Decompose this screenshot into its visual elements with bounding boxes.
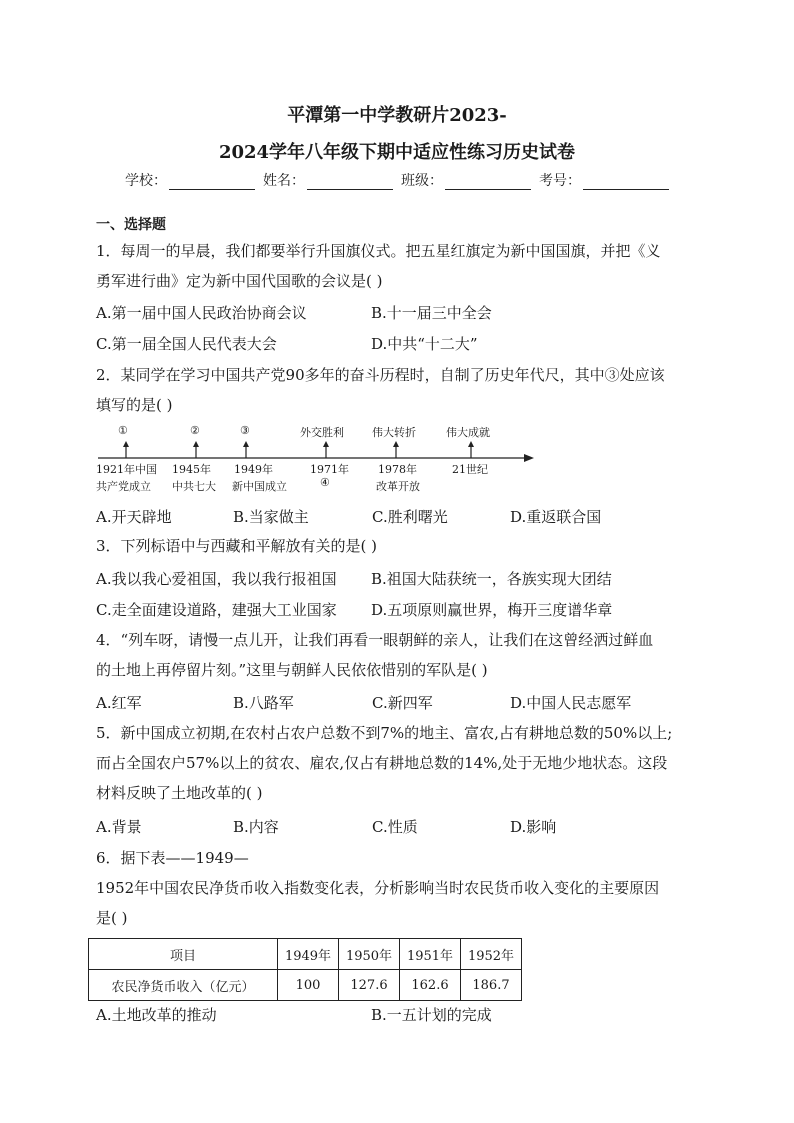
table-cell: 农民净货币收入（亿元） (89, 970, 278, 1001)
name-field[interactable] (263, 170, 393, 190)
timeline-top-label-1: ① (118, 424, 128, 437)
class-field[interactable] (401, 170, 531, 190)
timeline-tick-arrow-5 (393, 441, 399, 447)
timeline-tick-arrow-2 (193, 441, 199, 447)
timeline-top-label-6: 伟大成就 (446, 426, 490, 439)
timeline-tick-arrow-6 (468, 441, 474, 447)
q3-option-c[interactable]: C.走全面建设道路，建强大工业国家 (96, 601, 337, 619)
q4-text (96, 625, 706, 685)
timeline-event-3: 新中国成立 (232, 480, 287, 493)
exam-number-blank[interactable] (583, 175, 669, 190)
timeline-year-4: 1971年 (310, 463, 349, 476)
q6-option-a[interactable]: A.土地改革的推动 (96, 1006, 217, 1024)
table-header-cell: 1952年 (461, 939, 522, 970)
school-label: 学校： (125, 173, 167, 189)
table-header-cell: 项目 (89, 939, 278, 970)
q2-text (96, 360, 706, 420)
timeline-event-5: 改革开放 (376, 480, 420, 493)
school-field[interactable] (125, 170, 255, 190)
class-label: 班级： (401, 173, 443, 189)
timeline-year-1: 1921年中国 (96, 463, 157, 476)
q5-text (96, 718, 706, 808)
table-cell: 162.6 (400, 970, 461, 1001)
q5-line3: 材料反映了土地改革的( ) (96, 784, 263, 802)
exam-title-line2: 2024学年八年级下期中适应性练习历史试卷 (218, 142, 576, 163)
table-cell: 100 (278, 970, 339, 1001)
q5-line1: 5．新中国成立初期,在农村占农户总数不到7%的地主、富农,占有耕地总数的50%以上; (96, 724, 673, 742)
table-row (89, 970, 522, 1001)
q1-option-d[interactable]: D.中共“十二大” (371, 335, 478, 353)
table-cell: 186.7 (461, 970, 522, 1001)
q4-option-a[interactable]: A.红军 (96, 694, 142, 712)
q2-line2: 填写的是( ) (96, 396, 173, 414)
income-table (88, 938, 522, 1001)
timeline-year-6: 21世纪 (452, 463, 488, 476)
exam-number-field[interactable] (539, 170, 669, 190)
timeline-event-4: ④ (320, 476, 330, 489)
student-info-row (0, 170, 794, 190)
q5-option-c[interactable]: C.性质 (372, 818, 418, 836)
exam-number-label: 考号： (539, 173, 581, 189)
q2-option-d[interactable]: D.重返联合国 (510, 508, 602, 526)
q5-option-a[interactable]: A.背景 (96, 818, 142, 836)
q1-option-c[interactable]: C.第一届全国人民代表大会 (96, 335, 277, 353)
timeline-tick-arrow-4 (323, 441, 329, 447)
q1-option-b[interactable]: B.十一届三中全会 (371, 304, 492, 322)
q6-line3: 是( ) (96, 909, 128, 927)
table-header-cell: 1950年 (339, 939, 400, 970)
q3-option-b[interactable]: B.祖国大陆获统一，各族实现大团结 (371, 570, 612, 588)
timeline-year-3: 1949年 (234, 463, 273, 476)
q3-text (96, 531, 706, 561)
q1-text (96, 236, 706, 296)
section-title: 一、选择题 (96, 217, 166, 233)
timeline-top-label-2: ② (190, 424, 200, 437)
timeline-year-2: 1945年 (172, 463, 211, 476)
q2-option-c[interactable]: C.胜利曙光 (372, 508, 448, 526)
history-timeline (96, 420, 546, 500)
q4-option-c[interactable]: C.新四军 (372, 694, 433, 712)
timeline-event-1: 共产党成立 (96, 480, 151, 493)
timeline-year-5: 1978年 (378, 463, 417, 476)
name-blank[interactable] (307, 175, 393, 190)
q6-text (96, 843, 706, 933)
timeline-tick-arrow-3 (243, 441, 249, 447)
table-header-cell: 1949年 (278, 939, 339, 970)
q6-option-b[interactable]: B.一五计划的完成 (371, 1006, 492, 1024)
table-cell: 127.6 (339, 970, 400, 1001)
q6-line1: 6．据下表——1949— (96, 849, 249, 867)
q5-line2: 而占全国农户57%以上的贫农、雇农,仅占有耕地总数的14%,处于无地少地状态。这段 (96, 754, 668, 772)
class-blank[interactable] (445, 175, 531, 190)
timeline-top-label-5: 伟大转折 (372, 426, 416, 439)
table-header-row (89, 939, 522, 970)
q2-option-b[interactable]: B.当家做主 (233, 508, 309, 526)
q4-option-b[interactable]: B.八路军 (233, 694, 294, 712)
table-header-cell: 1951年 (400, 939, 461, 970)
timeline-arrowhead (524, 454, 534, 462)
q3-option-d[interactable]: D.五项原则赢世界，梅开三度谱华章 (371, 601, 613, 619)
q3-line1: 3．下列标语中与西藏和平解放有关的是( ) (96, 537, 378, 555)
q5-option-d[interactable]: D.影响 (510, 818, 557, 836)
timeline-top-label-3: ③ (240, 424, 250, 437)
q6-line2: 1952年中国农民净货币收入指数变化表，分析影响当时农民货币收入变化的主要原因 (96, 879, 660, 897)
q5-option-b[interactable]: B.内容 (233, 818, 279, 836)
q4-line1: 4．“列车呀，请慢一点儿开，让我们再看一眼朝鲜的亲人，让我们在这曾经洒过鲜血 (96, 631, 654, 649)
timeline-tick-arrow-1 (123, 441, 129, 447)
q1-option-a[interactable]: A.第一届中国人民政治协商会议 (96, 304, 307, 322)
q2-option-a[interactable]: A.开天辟地 (96, 508, 172, 526)
q2-line1: 2．某同学在学习中国共产党90多年的奋斗历程时，自制了历史年代尺，其中③处应该 (96, 366, 665, 384)
timeline-top-label-4: 外交胜利 (300, 426, 344, 439)
q3-option-a[interactable]: A.我以我心爱祖国，我以我行报祖国 (96, 570, 337, 588)
q1-line2: 勇军进行曲》定为新中国代国歌的会议是( ) (96, 272, 383, 290)
q4-line2: 的土地上再停留片刻。”这里与朝鲜人民依依惜别的军队是( ) (96, 661, 488, 679)
school-blank[interactable] (169, 175, 255, 190)
timeline-event-2: 中共七大 (172, 480, 216, 493)
q4-option-d[interactable]: D.中国人民志愿军 (510, 694, 632, 712)
q1-line1: 1．每周一的早晨，我们都要举行升国旗仪式。把五星红旗定为新中国国旗，并把《义 (96, 242, 661, 260)
exam-title-line1: 平潭第一中学教研片2023- (287, 105, 507, 126)
name-label: 姓名： (263, 173, 305, 189)
